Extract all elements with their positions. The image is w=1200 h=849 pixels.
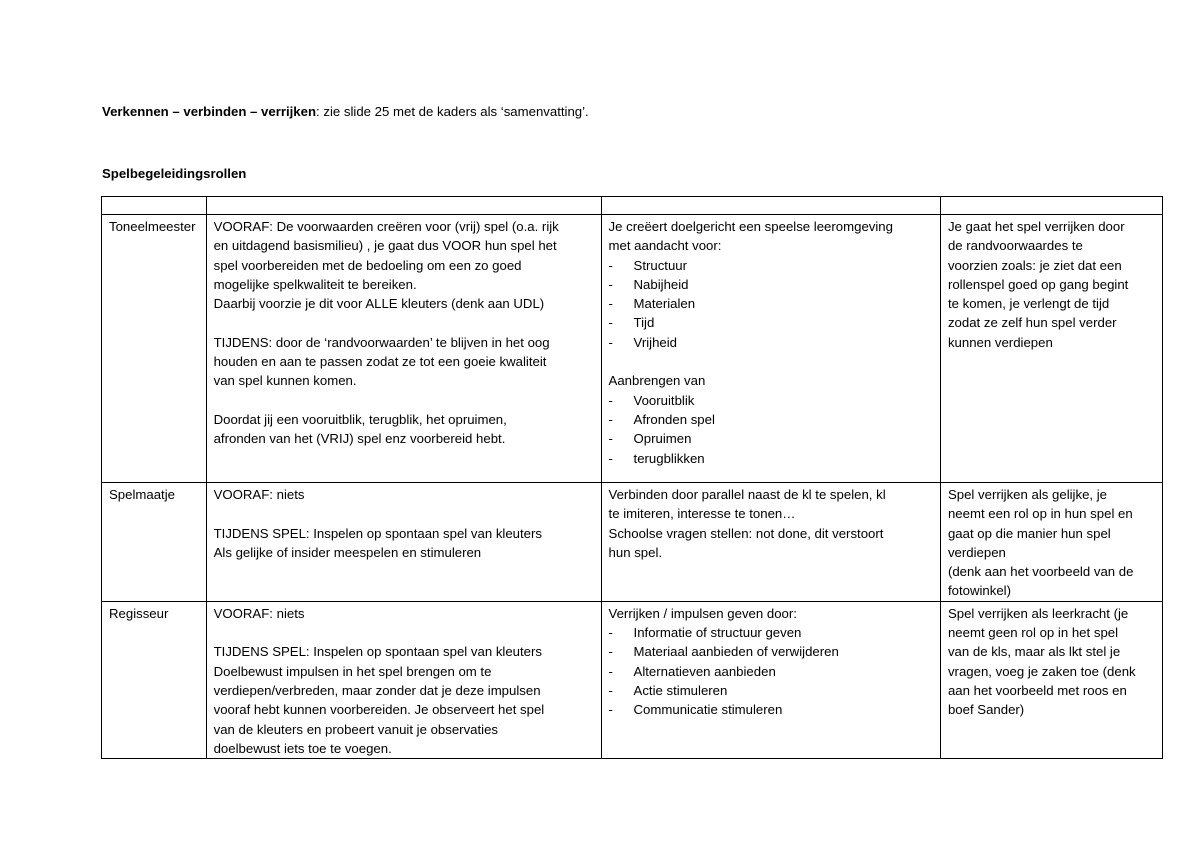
approach-cell <box>601 483 940 602</box>
text-line: VOORAF: niets <box>213 605 305 621</box>
table-row <box>102 215 1163 483</box>
text-line: Daarbij voorzie je dit voor ALLE kleuters (denk aan UDL) <box>213 296 545 312</box>
intro-rest-text: : zie slide 25 met de kaders als ‘samenvatting’. <box>316 104 589 119</box>
header-cell <box>601 197 940 215</box>
text-line: houden en aan te passen zodat ze tot een goeie kwaliteit <box>213 354 547 370</box>
text-line: voorzien zoals: je ziet dat een <box>947 257 1122 273</box>
roles-table <box>101 196 1163 759</box>
role-cell <box>102 483 207 602</box>
bullet-item: - Vrijheid <box>609 333 933 352</box>
text-line: vragen, voeg je zaken toe (denk <box>947 663 1136 679</box>
text-line: Verbinden door parallel naast de kl te spelen, kl <box>608 487 886 502</box>
text-line: rollenspel goed op gang begint <box>947 276 1129 292</box>
description-cell <box>206 215 601 483</box>
bullet-item: - Opruimen <box>609 429 933 448</box>
table-row <box>102 601 1163 758</box>
text-line: Doordat jij een vooruitblik, terugblik, het opruimen, <box>213 411 507 427</box>
text-line: boef Sander) <box>947 702 1025 718</box>
bullet-item: - terugblikken <box>609 449 933 468</box>
text-line: TIJDENS SPEL: Inspelen op spontaan spel van kleuters <box>213 644 542 660</box>
enrichment-cell <box>940 215 1162 483</box>
text-line: verdiepen <box>947 544 1006 560</box>
text-line: kunnen verdiepen <box>947 334 1053 350</box>
text-line: van de kls, maar als lkt stel je <box>947 644 1121 660</box>
blank-line <box>214 391 594 410</box>
text-line: Aanbrengen van <box>608 373 706 389</box>
text-line: Je gaat het spel verrijken door <box>947 219 1125 234</box>
table-row <box>102 483 1163 602</box>
blank-line <box>609 352 933 371</box>
text-line: spel voorbereiden met de bedoeling om een zo goed <box>213 257 522 273</box>
text-line: TIJDENS SPEL: Inspelen op spontaan spel van kleuters <box>213 525 542 541</box>
description-cell <box>206 483 601 602</box>
text-line: Je creëert doelgericht een speelse leeromgeving <box>608 219 893 234</box>
bullet-item: - Informatie of structuur geven <box>609 623 933 642</box>
text-line: aan het voorbeeld met roos en <box>947 682 1127 698</box>
text-line: (denk aan het voorbeeld van de <box>947 564 1134 580</box>
text-line: VOORAF: De voorwaarden creëren voor (vrij) spel (o.a. rijk <box>213 219 559 234</box>
description-cell <box>206 601 601 758</box>
role-label: Regisseur <box>109 605 169 621</box>
text-line: met aandacht voor: <box>608 238 722 254</box>
bullet-item: - Materialen <box>609 294 933 313</box>
text-line: doelbewust iets toe te voegen. <box>213 740 392 756</box>
approach-cell <box>601 215 940 483</box>
text-line: Verrijken / impulsen geven door: <box>608 605 797 621</box>
header-cell <box>940 197 1162 215</box>
bullet-item: - Alternatieven aanbieden <box>609 662 933 681</box>
text-line: mogelijke spelkwaliteit te bereiken. <box>213 276 417 292</box>
text-line: TIJDENS: door de ‘randvoorwaarden’ te blijven in het oog <box>213 334 550 350</box>
blank-line <box>214 313 594 332</box>
approach-cell <box>601 601 940 758</box>
role-cell <box>102 601 207 758</box>
blank-line <box>214 623 594 642</box>
bullet-item: - Materiaal aanbieden of verwijderen <box>609 642 933 661</box>
bullet-item: - Afronden spel <box>609 410 933 429</box>
table-header-row <box>102 197 1163 215</box>
text-line: hun spel. <box>608 544 663 560</box>
text-line: te komen, je verlengt de tijd <box>947 296 1110 312</box>
bullet-item: - Structuur <box>609 256 933 275</box>
role-label: Toneelmeester <box>109 219 196 234</box>
text-line: de randvoorwaardes te <box>947 238 1083 254</box>
text-line: fotowinkel) <box>947 583 1011 599</box>
text-line: Spel verrijken als gelijke, je <box>947 487 1108 502</box>
role-label: Spelmaatje <box>109 487 175 502</box>
bullet-item: - Vooruitblik <box>609 391 933 410</box>
text-line: zodat ze zelf hun spel verder <box>947 315 1117 331</box>
text-line: vooraf hebt kunnen voorbereiden. Je observeert het spel <box>213 702 545 718</box>
bullet-item: - Communicatie stimuleren <box>609 700 933 719</box>
text-line: verdiepen/verbreden, maar zonder dat je deze impulsen <box>213 682 541 698</box>
bullet-item: - Nabijheid <box>609 275 933 294</box>
text-line: en uitdagend basismilieu) , je gaat dus VOOR hun spel het <box>213 238 557 254</box>
intro-bold-heading: Verkennen – verbinden – verrijken <box>102 104 317 119</box>
text-line: VOORAF: niets <box>213 487 305 502</box>
text-line: van de kleuters en probeert vanuit je observaties <box>213 721 499 737</box>
header-cell <box>206 197 601 215</box>
enrichment-cell <box>940 483 1162 602</box>
text-line: afronden van het (VRIJ) spel enz voorbereid hebt. <box>213 431 506 447</box>
text-line: van spel kunnen komen. <box>213 373 357 389</box>
text-line: Doelbewust impulsen in het spel brengen om te <box>213 663 492 679</box>
bullet-item: - Tijd <box>609 313 933 332</box>
text-line: Spel verrijken als leerkracht (je <box>947 605 1129 621</box>
text-line: te imiteren, interesse te tonen… <box>608 506 796 522</box>
text-line: neemt een rol op in hun spel en <box>947 506 1133 522</box>
role-cell <box>102 215 207 483</box>
enrichment-cell <box>940 601 1162 758</box>
text-line: neemt geen rol op in het spel <box>947 625 1119 641</box>
bullet-item: - Actie stimuleren <box>609 681 933 700</box>
text-line: Als gelijke of insider meespelen en stimuleren <box>213 544 482 560</box>
text-line: Schoolse vragen stellen: not done, dit verstoort <box>608 525 884 541</box>
intro-line <box>102 104 589 119</box>
text-line: gaat op die manier hun spel <box>947 525 1111 541</box>
header-cell <box>102 197 207 215</box>
section-title: Spelbegeleidingsrollen <box>102 166 247 181</box>
blank-line <box>214 504 594 523</box>
